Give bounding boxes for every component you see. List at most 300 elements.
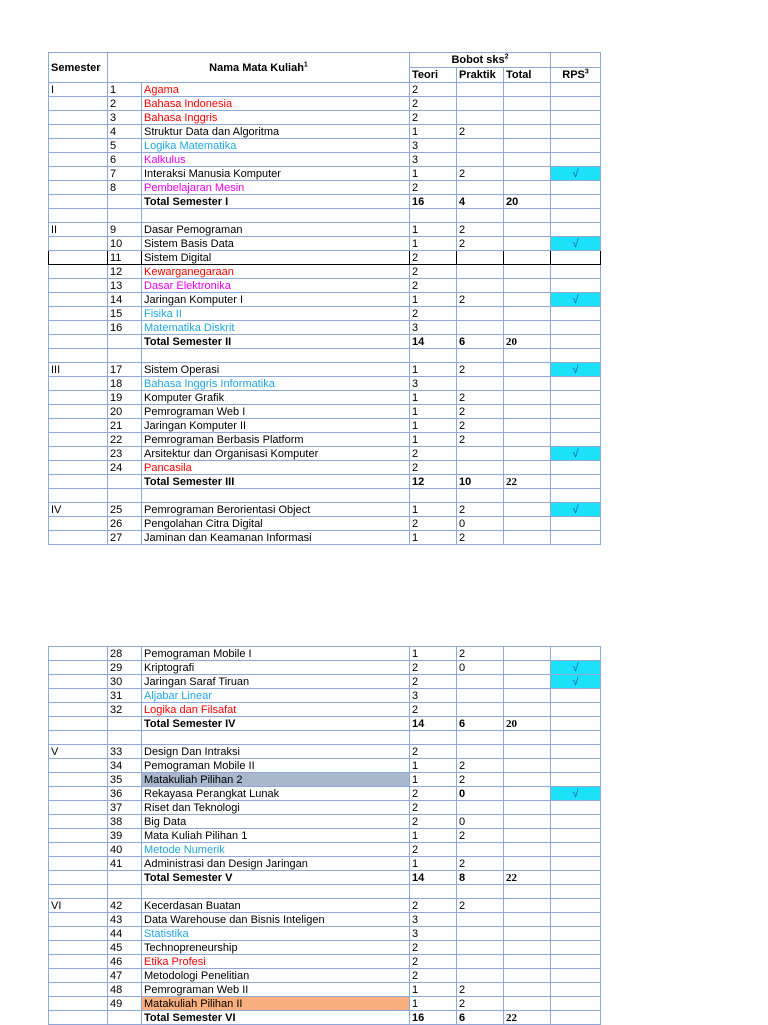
course-number: 34	[108, 759, 142, 773]
course-row	[49, 983, 601, 997]
course-number: 18	[108, 377, 142, 391]
rps-check: √	[551, 787, 601, 801]
total-sks	[504, 857, 551, 871]
total-sks: 22	[504, 475, 551, 489]
course-row	[49, 363, 601, 377]
total-sks	[504, 377, 551, 391]
header-nama	[108, 53, 410, 83]
course-number: 31	[108, 689, 142, 703]
rps-cell	[551, 829, 601, 843]
rps-cell	[551, 97, 601, 111]
rps-cell	[551, 419, 601, 433]
semester-cell	[49, 1011, 108, 1025]
total-sks	[504, 759, 551, 773]
course-name: Pancasila	[142, 461, 410, 475]
course-number: 48	[108, 983, 142, 997]
course-name: Pemrograman Web II	[142, 983, 410, 997]
rps-check: √	[551, 167, 601, 181]
total-sks	[504, 83, 551, 97]
course-row	[49, 661, 601, 675]
course-number: 42	[108, 899, 142, 913]
praktik-sks: 2	[457, 983, 504, 997]
praktik-sks: 2	[457, 829, 504, 843]
teori-sks: 14	[410, 717, 457, 731]
course-row	[49, 83, 601, 97]
praktik-sks: 10	[457, 475, 504, 489]
semester-cell	[49, 391, 108, 405]
total-sks	[504, 97, 551, 111]
course-row	[49, 111, 601, 125]
total-sks	[504, 517, 551, 531]
rps-cell	[551, 801, 601, 815]
course-name: Riset dan Teknologi	[142, 801, 410, 815]
course-number: 11	[108, 251, 142, 265]
empty-cell	[410, 489, 457, 503]
course-number: 27	[108, 531, 142, 545]
rps-cell	[551, 475, 601, 489]
teori-sks: 2	[410, 83, 457, 97]
praktik-sks: 2	[457, 419, 504, 433]
teori-sks: 1	[410, 419, 457, 433]
header-semester: Semester	[49, 53, 108, 83]
teori-sks: 1	[410, 857, 457, 871]
semester-cell	[49, 997, 108, 1011]
total-sks	[504, 969, 551, 983]
rps-check: √	[551, 675, 601, 689]
total-sks	[504, 391, 551, 405]
semester-cell	[49, 689, 108, 703]
praktik-sks	[457, 955, 504, 969]
rps-cell	[551, 139, 601, 153]
header-rps-text: RPS	[562, 69, 585, 81]
total-sks	[504, 447, 551, 461]
course-number	[108, 335, 142, 349]
teori-sks: 1	[410, 391, 457, 405]
empty-cell	[49, 209, 108, 223]
praktik-sks	[457, 83, 504, 97]
rps-cell	[551, 223, 601, 237]
praktik-sks: 6	[457, 335, 504, 349]
teori-sks: 2	[410, 969, 457, 983]
total-sks	[504, 843, 551, 857]
empty-cell	[551, 209, 601, 223]
teori-sks: 3	[410, 377, 457, 391]
header-bobot-sup: 2	[504, 53, 509, 61]
total-sks	[504, 111, 551, 125]
praktik-sks: 6	[457, 1011, 504, 1025]
semester-cell	[49, 405, 108, 419]
total-sks	[504, 279, 551, 293]
course-number: 21	[108, 419, 142, 433]
course-number: 24	[108, 461, 142, 475]
empty-cell	[504, 349, 551, 363]
semester-cell	[49, 237, 108, 251]
empty-cell	[551, 489, 601, 503]
empty-cell	[457, 349, 504, 363]
course-name: Pemograman Mobile II	[142, 759, 410, 773]
course-number: 40	[108, 843, 142, 857]
course-number: 35	[108, 773, 142, 787]
teori-sks: 1	[410, 983, 457, 997]
total-sks	[504, 223, 551, 237]
teori-sks: 3	[410, 689, 457, 703]
total-sks	[504, 997, 551, 1011]
teori-sks: 2	[410, 251, 457, 265]
course-number: 28	[108, 647, 142, 661]
total-sks	[504, 265, 551, 279]
praktik-sks: 2	[457, 223, 504, 237]
course-row	[49, 265, 601, 279]
course-name: Bahasa Inggris	[142, 111, 410, 125]
course-row	[49, 787, 601, 801]
total-sks	[504, 125, 551, 139]
rps-cell	[551, 125, 601, 139]
rps-cell	[551, 279, 601, 293]
blank-row	[49, 209, 601, 223]
rps-check: √	[551, 661, 601, 675]
teori-sks: 1	[410, 223, 457, 237]
rps-cell	[551, 405, 601, 419]
course-name: Fisika II	[142, 307, 410, 321]
course-row	[49, 843, 601, 857]
total-sks	[504, 913, 551, 927]
empty-cell	[108, 489, 142, 503]
semester-cell	[49, 167, 108, 181]
total-sks	[504, 153, 551, 167]
semester-cell	[49, 843, 108, 857]
course-number: 7	[108, 167, 142, 181]
semester-total-label: Total Semester I	[142, 195, 410, 209]
teori-sks: 16	[410, 195, 457, 209]
empty-cell	[49, 489, 108, 503]
total-row	[49, 475, 601, 489]
course-number: 47	[108, 969, 142, 983]
praktik-sks	[457, 251, 504, 265]
total-row	[49, 717, 601, 731]
teori-sks: 2	[410, 955, 457, 969]
course-name: Pemograman Mobile I	[142, 647, 410, 661]
praktik-sks: 2	[457, 237, 504, 251]
teori-sks: 1	[410, 997, 457, 1011]
course-name: Jaringan Komputer I	[142, 293, 410, 307]
course-name: Rekayasa Perangkat Lunak	[142, 787, 410, 801]
header-blank	[551, 53, 601, 68]
praktik-sks	[457, 447, 504, 461]
header-row-1	[49, 53, 601, 68]
empty-cell	[142, 209, 410, 223]
course-number: 30	[108, 675, 142, 689]
empty-cell	[142, 731, 410, 745]
rps-cell	[551, 955, 601, 969]
praktik-sks	[457, 307, 504, 321]
semester-cell	[49, 377, 108, 391]
praktik-sks: 2	[457, 531, 504, 545]
rps-cell	[551, 815, 601, 829]
teori-sks: 2	[410, 447, 457, 461]
semester-cell	[49, 955, 108, 969]
praktik-sks: 4	[457, 195, 504, 209]
semester-cell	[49, 647, 108, 661]
rps-cell	[551, 717, 601, 731]
course-name: Technopreneurship	[142, 941, 410, 955]
course-row	[49, 675, 601, 689]
course-number: 38	[108, 815, 142, 829]
blank-row	[49, 349, 601, 363]
rps-cell	[551, 531, 601, 545]
course-number: 23	[108, 447, 142, 461]
teori-sks: 2	[410, 661, 457, 675]
semester-cell	[49, 531, 108, 545]
semester-cell	[49, 195, 108, 209]
praktik-sks	[457, 97, 504, 111]
header-nama-sup: 1	[303, 60, 308, 68]
semester-cell	[49, 181, 108, 195]
blank-row	[49, 885, 601, 899]
praktik-sks: 2	[457, 647, 504, 661]
course-number: 5	[108, 139, 142, 153]
course-name: Jaringan Komputer II	[142, 419, 410, 433]
rps-cell	[551, 1011, 601, 1025]
course-row	[49, 153, 601, 167]
praktik-sks: 0	[457, 815, 504, 829]
total-sks	[504, 829, 551, 843]
praktik-sks	[457, 139, 504, 153]
course-name: Kriptografi	[142, 661, 410, 675]
praktik-sks	[457, 941, 504, 955]
course-name: Interaksi Manusia Komputer	[142, 167, 410, 181]
empty-cell	[142, 349, 410, 363]
rps-cell	[551, 759, 601, 773]
rps-cell	[551, 251, 601, 265]
semester-total-label: Total Semester II	[142, 335, 410, 349]
praktik-sks: 2	[457, 363, 504, 377]
semester-cell	[49, 675, 108, 689]
course-row	[49, 405, 601, 419]
empty-cell	[504, 731, 551, 745]
praktik-sks	[457, 913, 504, 927]
semester-cell	[49, 321, 108, 335]
course-name: Struktur Data dan Algoritma	[142, 125, 410, 139]
teori-sks: 2	[410, 97, 457, 111]
blank-row	[49, 489, 601, 503]
course-row	[49, 773, 601, 787]
total-sks	[504, 293, 551, 307]
course-number: 12	[108, 265, 142, 279]
course-row	[49, 279, 601, 293]
empty-cell	[142, 489, 410, 503]
semester-cell	[49, 829, 108, 843]
teori-sks: 2	[410, 265, 457, 279]
rps-check: √	[551, 503, 601, 517]
semester-cell	[49, 307, 108, 321]
total-sks	[504, 433, 551, 447]
header-teori: Teori	[410, 68, 457, 83]
praktik-sks: 0	[457, 661, 504, 675]
semester-cell	[49, 517, 108, 531]
rps-cell	[551, 773, 601, 787]
semester-cell	[49, 871, 108, 885]
empty-cell	[504, 885, 551, 899]
course-row	[49, 759, 601, 773]
total-sks	[504, 139, 551, 153]
course-number: 36	[108, 787, 142, 801]
course-row	[49, 955, 601, 969]
rps-cell	[551, 843, 601, 857]
praktik-sks	[457, 927, 504, 941]
total-sks	[504, 363, 551, 377]
course-number: 3	[108, 111, 142, 125]
header-praktik: Praktik	[457, 68, 504, 83]
semester-cell	[49, 111, 108, 125]
course-name: Matematika Diskrit	[142, 321, 410, 335]
praktik-sks: 6	[457, 717, 504, 731]
course-number: 6	[108, 153, 142, 167]
curriculum-table-1	[48, 52, 601, 545]
course-number: 29	[108, 661, 142, 675]
course-row	[49, 377, 601, 391]
teori-sks: 1	[410, 647, 457, 661]
course-name: Komputer Grafik	[142, 391, 410, 405]
total-sks	[504, 815, 551, 829]
total-sks	[504, 251, 551, 265]
course-number	[108, 195, 142, 209]
total-sks	[504, 237, 551, 251]
course-number: 44	[108, 927, 142, 941]
course-number: 32	[108, 703, 142, 717]
course-row	[49, 647, 601, 661]
rps-check: √	[551, 447, 601, 461]
rps-cell	[551, 83, 601, 97]
course-number: 20	[108, 405, 142, 419]
empty-cell	[504, 209, 551, 223]
empty-cell	[551, 731, 601, 745]
course-name: Bahasa Inggris Informatika	[142, 377, 410, 391]
empty-cell	[457, 731, 504, 745]
header-bobot	[410, 53, 551, 68]
course-row	[49, 913, 601, 927]
praktik-sks: 2	[457, 997, 504, 1011]
course-row	[49, 251, 601, 265]
teori-sks: 2	[410, 111, 457, 125]
semester-cell: V	[49, 745, 108, 759]
teori-sks: 12	[410, 475, 457, 489]
praktik-sks	[457, 969, 504, 983]
total-sks	[504, 307, 551, 321]
empty-cell	[142, 885, 410, 899]
course-number: 9	[108, 223, 142, 237]
total-row	[49, 1011, 601, 1025]
semester-cell: I	[49, 83, 108, 97]
course-number: 22	[108, 433, 142, 447]
teori-sks: 1	[410, 829, 457, 843]
teori-sks: 1	[410, 503, 457, 517]
course-name: Statistika	[142, 927, 410, 941]
blank-row	[49, 731, 601, 745]
course-row	[49, 815, 601, 829]
teori-sks: 2	[410, 461, 457, 475]
course-name: Data Warehouse dan Bisnis Inteligen	[142, 913, 410, 927]
semester-cell	[49, 475, 108, 489]
empty-cell	[410, 349, 457, 363]
course-row	[49, 447, 601, 461]
course-name: Sistem Digital	[142, 251, 410, 265]
teori-sks: 1	[410, 405, 457, 419]
course-number	[108, 475, 142, 489]
total-sks	[504, 461, 551, 475]
course-name: Design Dan Intraksi	[142, 745, 410, 759]
praktik-sks	[457, 265, 504, 279]
total-row	[49, 335, 601, 349]
total-sks	[504, 745, 551, 759]
course-name: Sistem Operasi	[142, 363, 410, 377]
teori-sks: 1	[410, 433, 457, 447]
course-name: Dasar Pemograman	[142, 223, 410, 237]
course-row	[49, 307, 601, 321]
rps-cell	[551, 899, 601, 913]
praktik-sks	[457, 153, 504, 167]
teori-sks: 2	[410, 941, 457, 955]
course-number: 43	[108, 913, 142, 927]
semester-cell: VI	[49, 899, 108, 913]
rps-cell	[551, 871, 601, 885]
teori-sks: 3	[410, 913, 457, 927]
course-row	[49, 167, 601, 181]
course-number: 45	[108, 941, 142, 955]
empty-cell	[108, 209, 142, 223]
total-sks	[504, 531, 551, 545]
rps-cell	[551, 307, 601, 321]
empty-cell	[108, 349, 142, 363]
rps-cell	[551, 745, 601, 759]
semester-cell	[49, 927, 108, 941]
praktik-sks	[457, 801, 504, 815]
total-sks: 20	[504, 717, 551, 731]
table-2-body	[49, 647, 601, 1025]
course-name: Jaminan dan Keamanan Informasi	[142, 531, 410, 545]
semester-total-label: Total Semester III	[142, 475, 410, 489]
empty-cell	[49, 731, 108, 745]
total-row	[49, 871, 601, 885]
semester-cell	[49, 447, 108, 461]
semester-cell: II	[49, 223, 108, 237]
teori-sks: 14	[410, 335, 457, 349]
teori-sks: 2	[410, 815, 457, 829]
header-bobot-text: Bobot sks	[451, 54, 505, 66]
praktik-sks: 2	[457, 167, 504, 181]
semester-cell	[49, 265, 108, 279]
semester-cell	[49, 801, 108, 815]
rps-cell	[551, 111, 601, 125]
rps-cell	[551, 433, 601, 447]
total-sks	[504, 689, 551, 703]
total-sks	[504, 167, 551, 181]
semester-cell	[49, 969, 108, 983]
total-sks: 20	[504, 195, 551, 209]
course-row	[49, 181, 601, 195]
praktik-sks: 8	[457, 871, 504, 885]
total-sks	[504, 675, 551, 689]
teori-sks: 3	[410, 321, 457, 335]
semester-cell	[49, 125, 108, 139]
course-row	[49, 461, 601, 475]
praktik-sks	[457, 745, 504, 759]
total-sks	[504, 899, 551, 913]
praktik-sks	[457, 377, 504, 391]
course-row	[49, 829, 601, 843]
semester-cell	[49, 419, 108, 433]
course-name: Metodologi Penelitian	[142, 969, 410, 983]
rps-cell	[551, 517, 601, 531]
